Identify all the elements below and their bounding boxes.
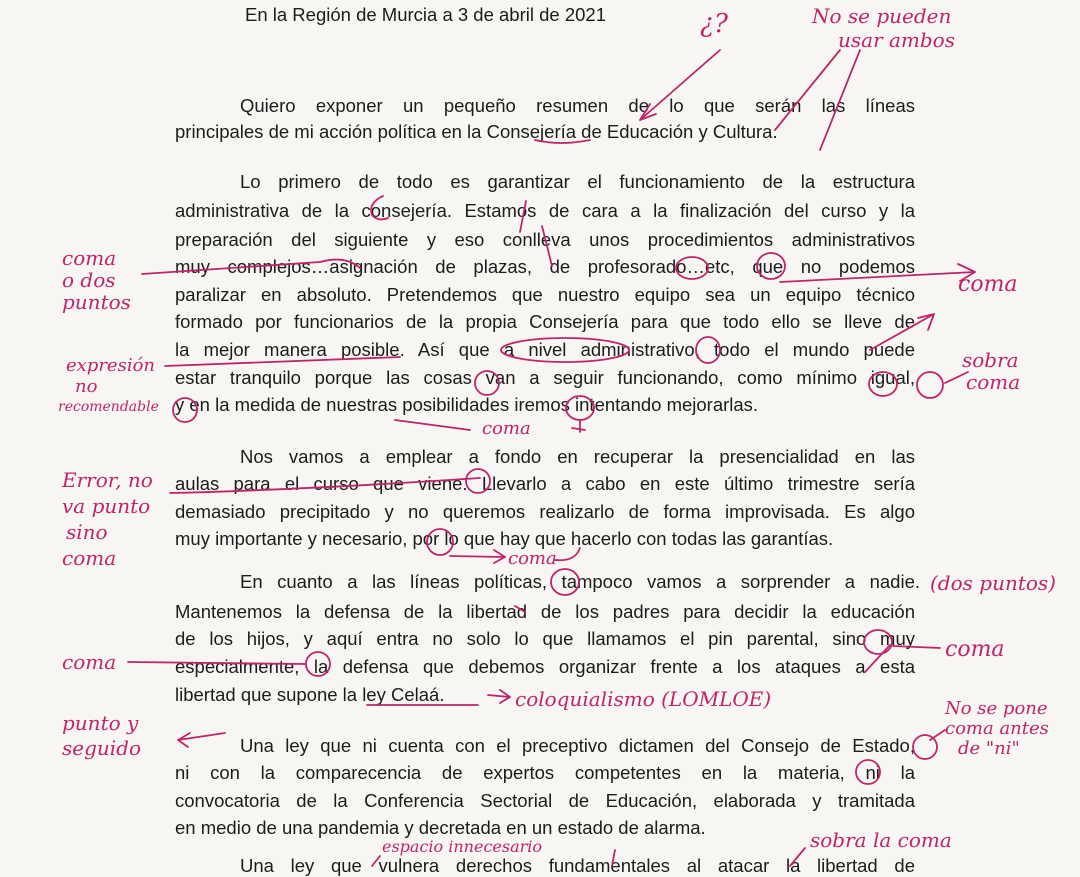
date-line: En la Región de Murcia a 3 de abril de 2021 (245, 4, 606, 25)
annotation-no: no (75, 376, 98, 397)
text-line: muy importante y necesario, por lo que hay que hacerlo con todas las garantías. (175, 528, 834, 549)
annotation-o-dos: o dos (62, 268, 116, 292)
annotation-sobra-coma: coma (966, 370, 1021, 394)
text-line: libertad que supone la ley Celaá. (175, 684, 445, 705)
text-line: de los hijos, y aquí entra no solo lo que llamamos el pin parental, sino muy (175, 628, 915, 649)
annotation-punto-y: punto y (62, 711, 139, 735)
annotation-question: ¿? (700, 9, 728, 39)
text-line: la mejor manera posible. Así que a nivel administrativo, todo el mundo puede (175, 339, 915, 360)
text-line: muy complejos…asignación de plazas, de profesorado…etc, que no podemos (175, 256, 915, 277)
annotation-expresion: expresión (66, 355, 156, 376)
annotation-coma-muy: coma (945, 637, 1005, 662)
annotation-va-punto: va punto (62, 494, 151, 518)
text-line: aulas para el curso que viene. Llevarlo a cabo en este último trimestre sería (175, 473, 915, 494)
text-line: Una ley que vulnera derechos fundamentales al atacar la libertad de (240, 855, 915, 876)
text-line: Una ley que ni cuenta con el preceptivo dictamen del Consejo de Estado, (240, 735, 915, 756)
text-line: Lo primero de todo es garantizar el funcionamiento de la estructura (240, 171, 915, 192)
annotation-usar-ambos: usar ambos (838, 28, 955, 52)
text-line: paralizar en absoluto. Pretendemos que nuestro equipo sea un equipo técnico (175, 284, 915, 305)
annotation-coma-antes: coma antes (945, 718, 1049, 739)
text-line: especialmente, la defensa que debemos organizar frente a los ataques a esta (175, 656, 915, 677)
text-line: formado por funcionarios de la propia Consejería para que todo ello se lleve de (175, 311, 915, 332)
text-line: Nos vamos a emplear a fondo en recuperar la presencialidad en las (240, 446, 915, 467)
text-line: y en la medida de nuestras posibilidades iremos intentando mejorarlas. (175, 394, 759, 415)
text-line: Mantenemos la defensa de la libertad de los padres para decidir la educación (175, 601, 915, 622)
annotation-coma-below: coma (482, 418, 531, 439)
text-line: En cuanto a las líneas políticas, tampoco vamos a sorprender a nadie. (240, 571, 920, 592)
annotation-dos-puntos: (dos puntos) (930, 571, 1056, 595)
text-line: administrativa de la consejería. Estamos de cara a la finalización del curso y la (175, 200, 915, 221)
text-line: principales de mi acción política en la Consejería de Educación y Cultura. (175, 121, 778, 142)
annotation-de-ni: de "ni" (958, 738, 1020, 759)
annotation-coloquialismo: coloquialismo (LOMLOE) (515, 687, 772, 711)
text-line: Quiero exponer un pequeño resumen de lo que serán las líneas (240, 95, 915, 116)
annotation-error-coma: coma (62, 546, 117, 570)
annotation-sobra-la-coma: sobra la coma (810, 828, 952, 852)
annotation-sobra: sobra (962, 348, 1019, 372)
annotation-coma-mid: coma (508, 548, 557, 569)
text-line: preparación del siguiente y eso conlleva unos procedimientos administrativos (175, 229, 915, 250)
annotation-error: Error, no (62, 468, 153, 492)
annotation-espacio: espacio innecesario (382, 837, 543, 856)
text-line: convocatoria de la Conferencia Sectorial de Educación, elaborada y tramitada (175, 790, 915, 811)
annotation-no-se-pueden: No se pueden (812, 4, 952, 28)
annotation-coma: coma (62, 246, 117, 270)
annotation-sino: sino (66, 520, 108, 544)
text-line: en medio de una pandemia y decretada en un estado de alarma. (175, 817, 706, 838)
annotation-seguido: seguido (62, 736, 142, 760)
text-line: demasiado precipitado y no queremos realizarlo de forma improvisada. Es algo (175, 501, 915, 522)
annotation-recomendable: recomendable (58, 399, 159, 415)
text-line: ni con la comparecencia de expertos competentes en la materia, ni la (175, 762, 915, 783)
annotation-coma-left: coma (62, 650, 117, 674)
annotation-no-se-pone: No se pone (945, 698, 1048, 719)
annotation-puntos: puntos (62, 290, 131, 314)
annotation-coma-right: coma (958, 272, 1018, 297)
text-line: estar tranquilo porque las cosas van a seguir funcionando, como mínimo igual, (175, 367, 915, 388)
